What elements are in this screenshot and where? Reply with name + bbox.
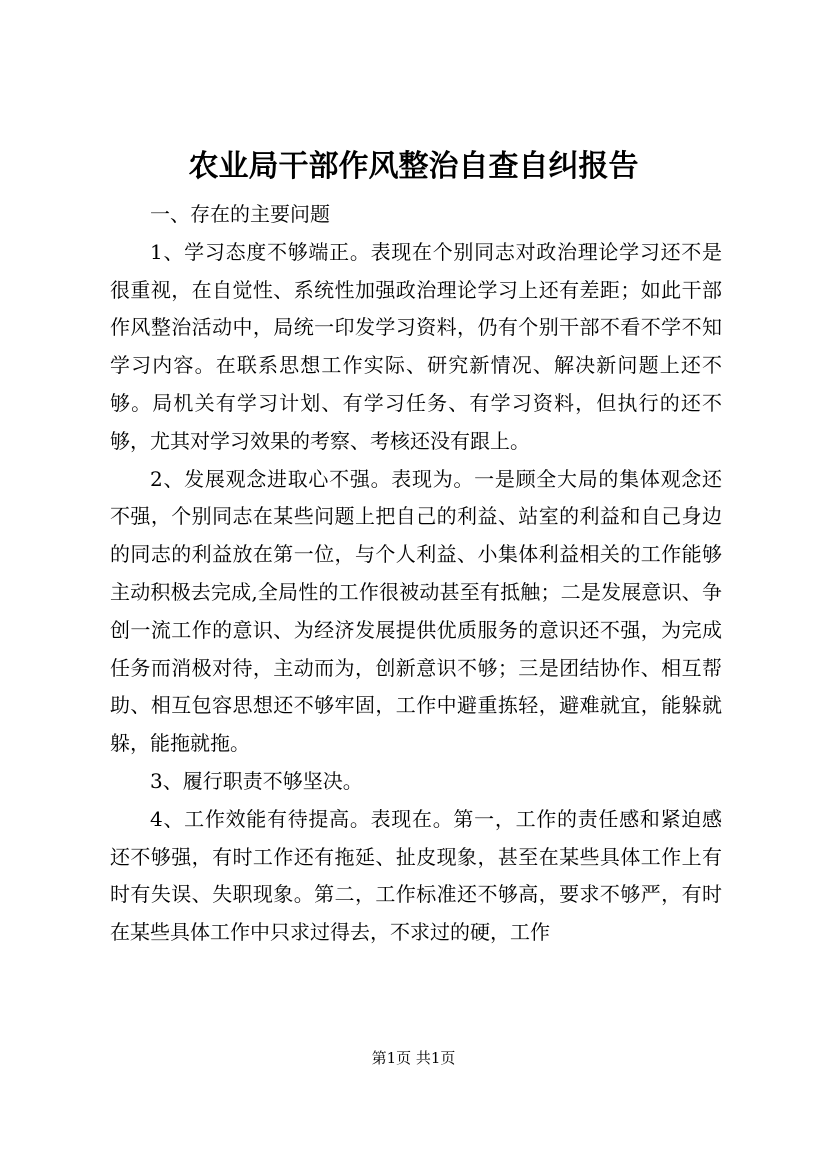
body-paragraph: 2、发展观念进取心不强。表现为。一是顾全大局的集体观念还不强，个别同志在某些问题上把自己的利益、站室的利益和自己身边的同志的利益放在第一位，与个人利益、小集体利益相关的工作能够主动积极去完成,全局性的工作很被动甚至有抵触；二是发展意识、争创一流工作的意识、为经济发展提供优质服务的意识还不强，为完成任务而消极对待，主动而为，创新意识不够；三是团结协作、相互帮助、相互包容思想还不够牢固，工作中避重拣轻，避难就宜，能躲就躲，能拖就拖。	[110, 466, 722, 756]
body-paragraph: 3、履行职责不够坚决。	[150, 768, 363, 793]
body-paragraph: 1、学习态度不够端正。表现在个别同志对政治理论学习还不是很重视，在自觉性、系统性加强政治理论学习上还有差距；如此干部作风整治活动中，局统一印发学习资料，仍有个别干部不看不学不知学习内容。在联系思想工作实际、研究新情况、解决新问题上还不够。局机关有学习计划、有学习任务、有学习资料，但执行的还不够，尤其对学习效果的考察、考核还没有跟上。	[110, 239, 722, 453]
section-heading: 一、存在的主要问题	[150, 202, 330, 226]
page-number-footer: 第1页 共1页	[371, 1049, 456, 1067]
body-paragraph: 4、工作效能有待提高。表现在。第一，工作的责任感和紧迫感还不够强，有时工作还有拖延、扯皮现象，甚至在某些具体工作上有时有失误、失职现象。第二，工作标准还不够高，要求不够严，有时在某些具体工作中只求过得去，不求过的硬，工作	[110, 806, 722, 945]
document-body	[110, 196, 722, 952]
document-title: 农业局干部作风整治自查自纠报告	[188, 149, 639, 184]
